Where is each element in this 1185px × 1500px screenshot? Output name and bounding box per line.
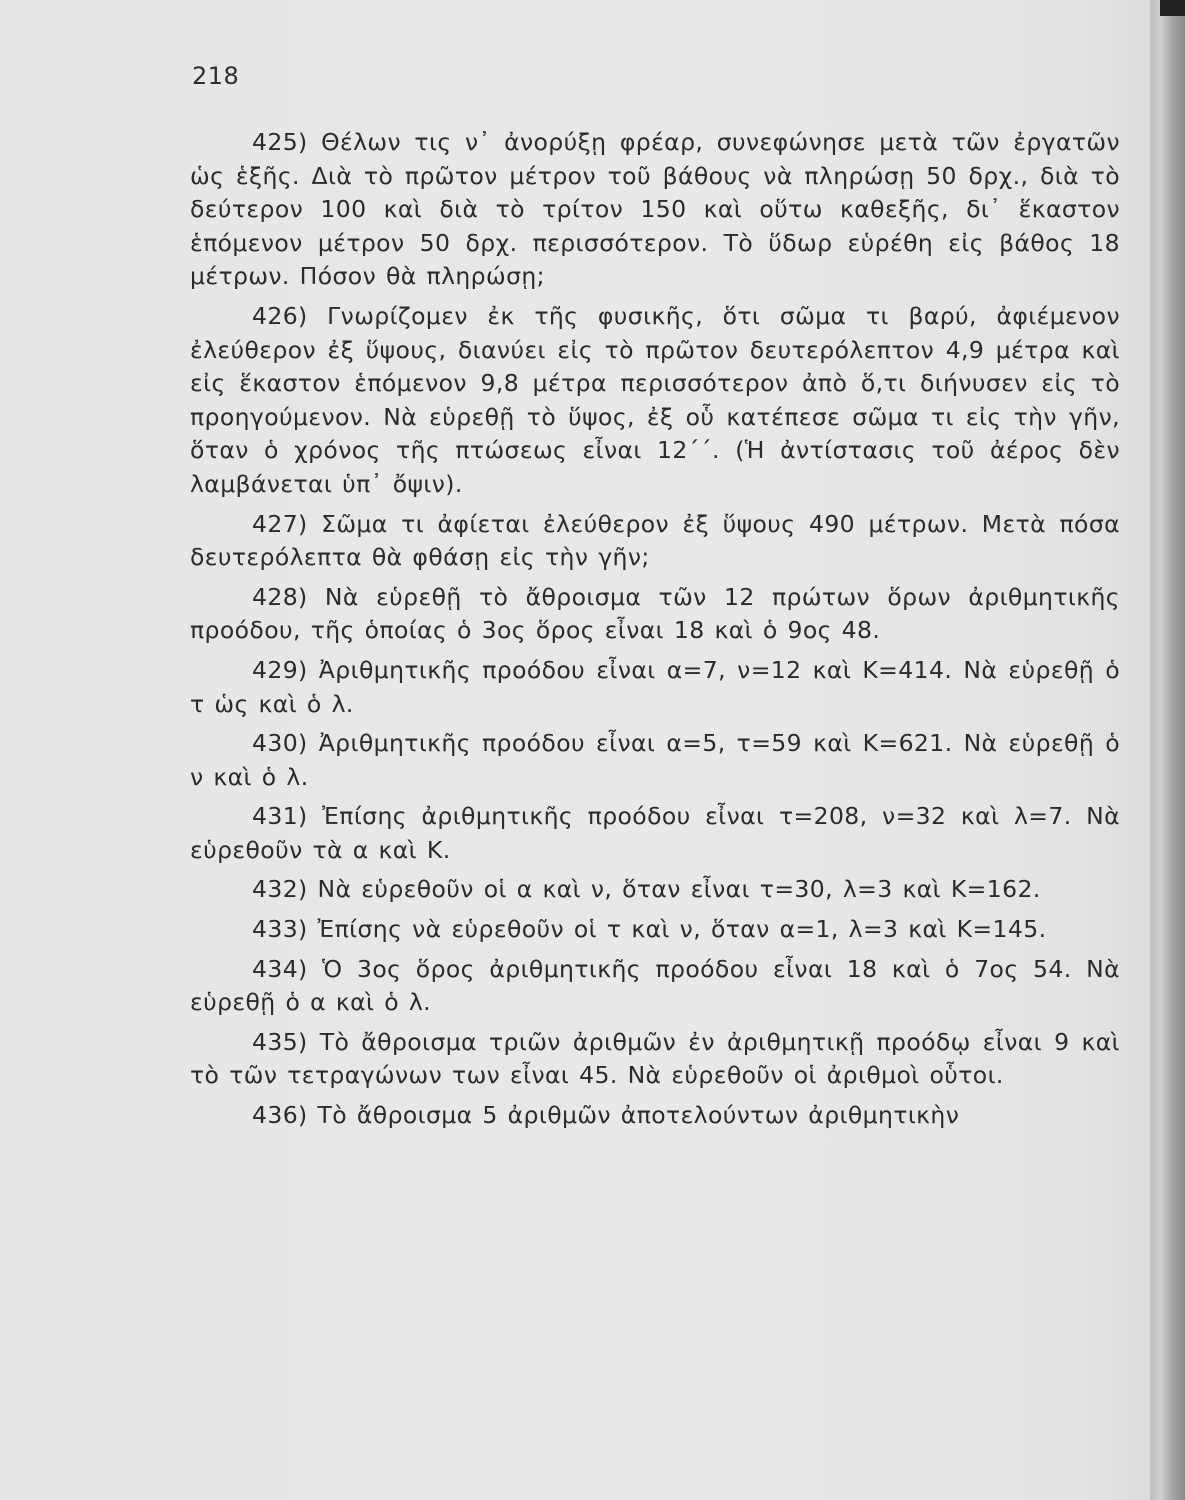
problem-425: 425) Θέλων τις ν᾽ ἀνορύξῃ φρέαρ, συνεφώνησε μετὰ τῶν ἐργατῶν ὡς ἑξῆς. Διὰ τὸ πρῶτον μέτρον τοῦ βάθους νὰ πληρώσῃ 50 δρχ., διὰ τὸ δεύτερον 100 καὶ διὰ τὸ τρίτον 150 καὶ οὕτω καθεξῆς, δι᾽ ἕκαστον ἑπόμενον μέτρον 50 δρχ. περισσότερον. Τὸ ὕδωρ εὑρέθη εἰς βάθος 18 μέτρων. Πόσον θὰ πληρώσῃ; (190, 128, 1120, 291)
problem-433: 433) Ἐπίσης νὰ εὑρεθοῦν οἱ τ καὶ ν, ὅταν α=1, λ=3 καὶ Κ=145. (252, 915, 1047, 944)
spine-shadow (1160, 0, 1185, 16)
problem-432: 432) Νὰ εὑρεθοῦν οἱ α καὶ ν, ὅταν εἶναι τ=30, λ=3 καὶ Κ=162. (252, 875, 1041, 904)
book-spine (1150, 0, 1185, 1500)
problem-436: 436) Τὸ ἄθροισμα 5 ἀριθμῶν ἀποτελούντων ἀριθμητικὴν (252, 1101, 960, 1130)
problem-434: 434) Ὁ 3ος ὅρος ἀριθμητικῆς προόδου εἶναι 18 καὶ ὁ 7ος 54. Νὰ εὑρεθῇ ὁ α καὶ ὁ λ. (190, 954, 1120, 1017)
problem-435: 435) Τὸ ἄθροισμα τριῶν ἀριθμῶν ἐν ἀριθμητικῇ προόδῳ εἶναι 9 καὶ τὸ τῶν τετραγώνων των εἶναι 45. Νὰ εὑρεθοῦν οἱ ἀριθμοὶ οὗτοι. (190, 1027, 1120, 1090)
problem-427: 427) Σῶμα τι ἀφίεται ἐλεύθερον ἐξ ὕψους 490 μέτρων. Μετὰ πόσα δευτερόλεπτα θὰ φθάσῃ εἰς τὴν γῆν; (190, 509, 1120, 572)
problem-428: 428) Νὰ εὑρεθῇ τὸ ἄθροισμα τῶν 12 πρώτων ὅρων ἀριθμητικῆς προόδου, τῆς ὁποίας ὁ 3ος ὅρος εἶναι 18 καὶ ὁ 9ος 48. (190, 582, 1120, 645)
problem-429: 429) Ἀριθμητικῆς προόδου εἶναι α=7, ν=12 καὶ Κ=414. Νὰ εὑρεθῇ ὁ τ ὡς καὶ ὁ λ. (190, 655, 1120, 718)
page-body (190, 126, 1120, 1139)
problem-426: 426) Γνωρίζομεν ἐκ τῆς φυσικῆς, ὅτι σῶμα τι βαρύ, ἀφιέμενον ἐλεύθερον ἐξ ὕψους, διανύει εἰς τὸ πρῶτον δευτερόλεπτον 4,9 μέτρα καὶ εἰς ἕκαστον ἑπόμενον 9,8 μέτρα περισσότερον ἀπὸ ὅ,τι διήνυσεν εἰς τὸ προηγούμενον. Νὰ εὑρεθῇ τὸ ὕψος, ἐξ οὗ κατέπεσε σῶμα τι εἰς τὴν γῆν, ὅταν ὁ χρόνος τῆς πτώσεως εἶναι 12΄΄. (Ἡ ἀντίστασις τοῦ ἀέρος δὲν λαμβάνεται ὑπ᾽ ὄψιν). (190, 301, 1120, 498)
page-number: 218 (192, 62, 240, 90)
problem-431: 431) Ἐπίσης ἀριθμητικῆς προόδου εἶναι τ=208, ν=32 καὶ λ=7. Νὰ εὑρεθοῦν τὰ α καὶ Κ. (190, 802, 1120, 864)
problem-430: 430) Ἀριθμητικῆς προόδου εἶναι α=5, τ=59 καὶ Κ=621. Νὰ εὑρεθῇ ὁ ν καὶ ὁ λ. (190, 729, 1120, 791)
